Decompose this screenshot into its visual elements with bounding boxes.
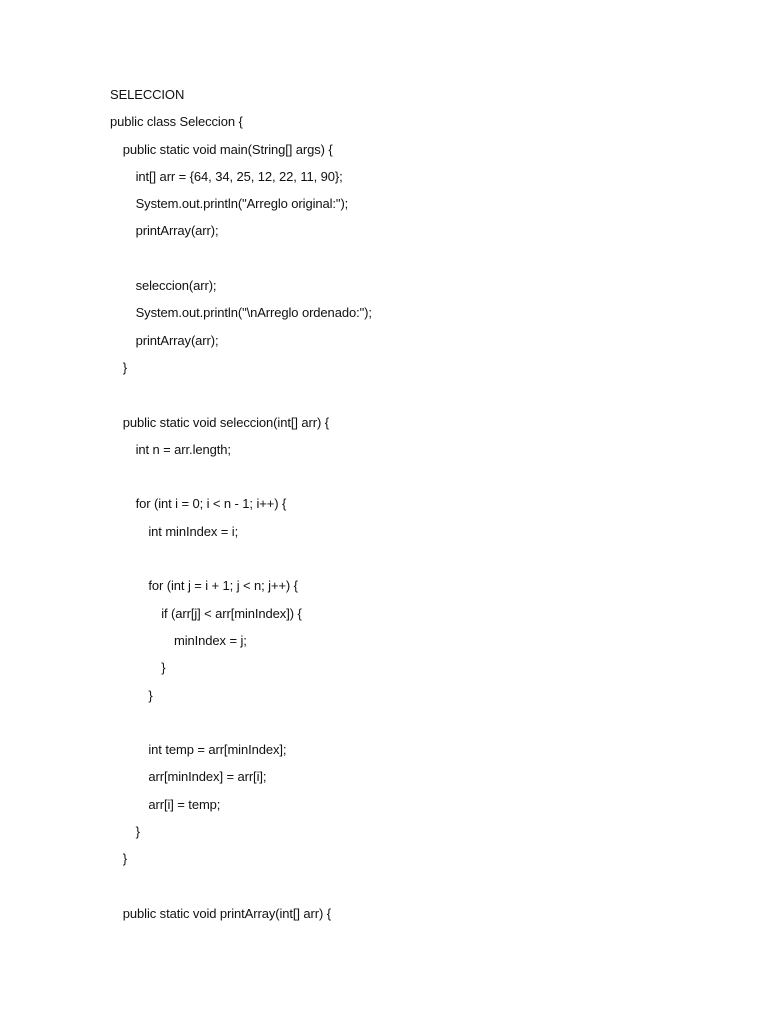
code-line: minIndex = j; <box>174 632 247 648</box>
blank-line <box>110 712 730 739</box>
code-line: public class Seleccion { <box>110 114 243 130</box>
code-line: arr[minIndex] = arr[i]; <box>148 769 267 785</box>
code-line: int[] arr = {64, 34, 25, 12, 22, 11, 90}; <box>135 168 343 184</box>
code-line: for (int i = 0; i < n - 1; i++) { <box>135 496 287 512</box>
code-line: public static void printArray(int[] arr) { <box>122 905 332 921</box>
code-line: int minIndex = i; <box>148 523 239 539</box>
blank-line <box>110 248 730 275</box>
code-line: for (int j = i + 1; j < n; j++) { <box>148 578 298 594</box>
document-heading: SELECCION <box>110 87 185 102</box>
code-block <box>110 111 730 930</box>
code-line: printArray(arr); <box>135 223 219 239</box>
code-line: seleccion(arr); <box>135 278 217 294</box>
code-line: } <box>135 824 140 840</box>
code-line: System.out.println("Arreglo original:"); <box>135 196 349 212</box>
code-line: } <box>161 660 166 676</box>
code-line: System.out.println("\nArreglo ordenado:"); <box>135 305 372 321</box>
code-line: if (arr[j] < arr[minIndex]) { <box>161 605 302 621</box>
blank-line <box>110 384 730 411</box>
document-body <box>110 84 730 930</box>
code-line: int n = arr.length; <box>135 441 231 457</box>
code-line: } <box>122 851 128 867</box>
blank-line <box>110 466 730 493</box>
code-line: public static void seleccion(int[] arr) { <box>122 414 329 430</box>
code-line: public static void main(String[] args) { <box>122 141 333 157</box>
blank-line <box>110 876 730 903</box>
blank-line <box>110 548 730 575</box>
code-line: printArray(arr); <box>135 332 219 348</box>
code-line: int temp = arr[minIndex]; <box>148 742 287 758</box>
code-line: } <box>148 687 153 703</box>
code-line: arr[i] = temp; <box>148 796 221 812</box>
code-line: } <box>122 359 128 375</box>
